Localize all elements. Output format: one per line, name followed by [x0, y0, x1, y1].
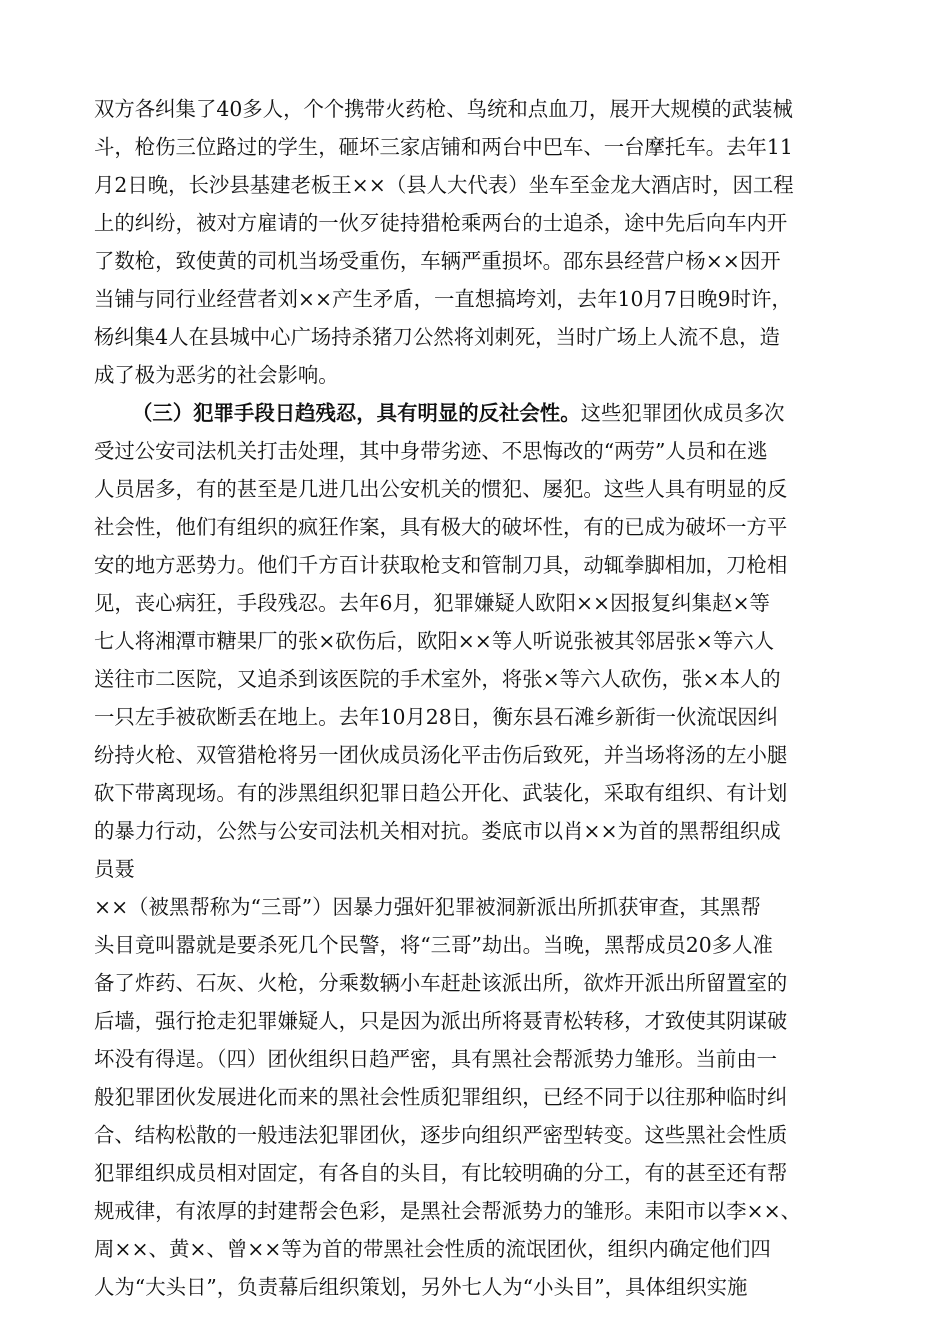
text-line: 社会性，他们有组织的疯狂作案，具有极大的破坏性，有的已成为破坏一方平: [94, 515, 788, 539]
text-line: 的暴力行动，公然与公安司法机关相对抗。娄底市以肖××为首的黑帮组织成: [94, 819, 781, 843]
text-line: 双方各纠集了40多人，个个携带火药枪、鸟统和点血刀，展开大规模的武装械: [94, 97, 793, 121]
text-line: 上的纠纷，被对方雇请的一伙歹徒持猎枪乘两台的士追杀，途中先后向车内开: [94, 211, 788, 235]
section-heading: （三）犯罪手段日趋残忍，具有明显的反社会性。: [132, 401, 581, 425]
text-line: 般犯罪团伙发展进化而来的黑社会性质犯罪组织，已经不同于以往那种临时纠: [94, 1085, 788, 1109]
text-line: 周××、黄×、曾××等为首的带黑社会性质的流氓团伙，组织内确定他们四: [94, 1237, 771, 1261]
text-line: 头目竟叫嚣就是要杀死几个民警，将“三哥”劫出。当晚，黑帮成员20多人准: [94, 933, 773, 957]
text-line-continuation: 这些犯罪团伙成员多次: [580, 401, 785, 425]
text-line: 受过公安司法机关打击处理，其中身带劣迹、不思悔改的“两劳”人员和在逃: [94, 439, 768, 463]
text-line: 斗，枪伤三位路过的学生，砸坏三家店铺和两台中巴车、一台摩托车。去年11: [94, 135, 793, 159]
text-line: 纷持火枪、双管猎枪将另一团伙成员汤化平击伤后致死，并当场将汤的左小腿: [94, 743, 788, 767]
text-line: 成了极为恶劣的社会影响。: [94, 363, 339, 387]
text-line: 规戒律，有浓厚的封建帮会色彩，是黑社会帮派势力的雏形。耒阳市以李××、: [94, 1199, 802, 1223]
text-line: 后墙，强行抢走犯罪嫌疑人，只是因为派出所将聂青松转移，才致使其阴谋破: [94, 1009, 788, 1033]
text-line: 了数枪，致使黄的司机当场受重伤，车辆严重损坏。邵东县经营户杨××因开: [94, 249, 781, 273]
text-line: 人员居多，有的甚至是几进几出公安机关的惯犯、屡犯。这些人具有明显的反: [94, 477, 788, 501]
text-line: 当铺与同行业经营者刘××产生矛盾，一直想搞垮刘，去年10月7日晚9时许，: [94, 287, 792, 311]
text-line: 七人将湘潭市糖果厂的张×砍伤后，欧阳××等人听说张被其邻居张×等六人: [94, 629, 775, 653]
text-line: 送往市二医院，又追杀到该医院的手术室外，将张×等六人砍伤，张×本人的: [94, 667, 781, 691]
text-line: ××（被黑帮称为“三哥”）因暴力强奸犯罪被洞新派出所抓获审查，其黑帮: [94, 895, 761, 919]
text-line: 人为“大头日”，负责幕后组织策划，另外七人为“小头目”，具体组织实施: [94, 1275, 748, 1299]
text-line: 见，丧心病狂，手段残忍。去年6月，犯罪嫌疑人欧阳××因报复纠集赵×等: [94, 591, 770, 615]
text-line: 月2日晚，长沙县基建老板王××（县人大代表）坐车至金龙大酒店时，因工程: [94, 173, 794, 197]
text-line: 员聂: [94, 857, 135, 881]
text-line: 合、结构松散的一般违法犯罪团伙，逐步向组织严密型转变。这些黑社会性质: [94, 1123, 788, 1147]
text-line: 安的地方恶势力。他们千方百计获取枪支和管制刀具，动辄拳脚相加，刀枪相: [94, 553, 788, 577]
text-line: 砍下带离现场。有的涉黑组织犯罪日趋公开化、武装化，采取有组织、有计划: [94, 781, 788, 805]
text-line: 犯罪组织成员相对固定，有各自的头目，有比较明确的分工，有的甚至还有帮: [94, 1161, 788, 1185]
text-line: 坏没有得逞。（四）团伙组织日趋严密，具有黑社会帮派势力雏形。当前由一: [94, 1047, 778, 1071]
section-heading-line: [132, 394, 785, 432]
text-line: 备了炸药、石灰、火枪，分乘数辆小车赶赴该派出所，欲炸开派出所留置室的: [94, 971, 788, 995]
text-line: 杨纠集4人在县城中心广场持杀猪刀公然将刘刺死，当时广场上人流不息，造: [94, 325, 780, 349]
text-line: 一只左手被砍断丢在地上。去年10月28日，衡东县石滩乡新街一伙流氓因纠: [94, 705, 778, 729]
